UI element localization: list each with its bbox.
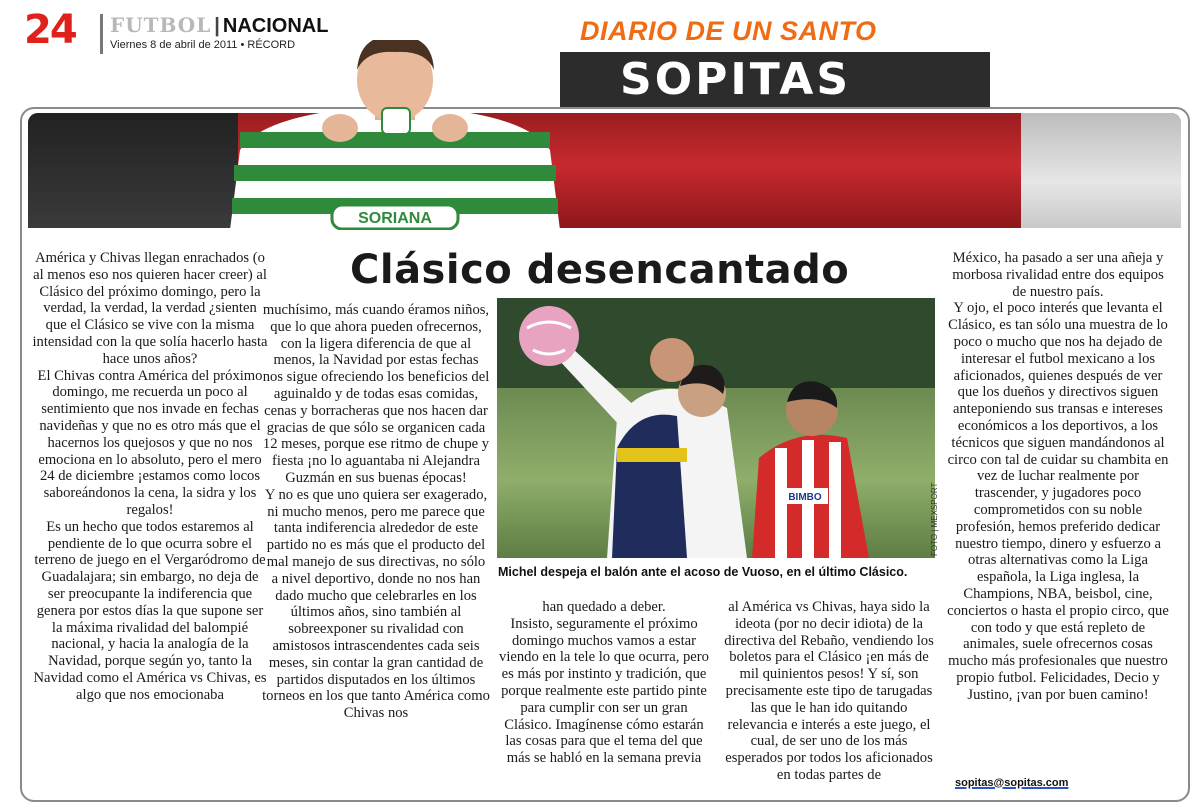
ball (519, 306, 579, 366)
shirt-stripes (232, 132, 558, 214)
section-secondary: NACIONAL (222, 15, 329, 37)
author-email-link[interactable]: sopitas@sopitas.com (955, 777, 1069, 789)
photo-caption: Michel despeja el balón ante el acoso de Vuoso, en el último Clásico. (498, 565, 908, 579)
america-player-head (650, 338, 694, 382)
section-primary: FUTBOL (110, 13, 212, 37)
body-column-3 (496, 599, 712, 767)
paragraph: han quedado a deber. (542, 599, 666, 615)
header-divider (100, 14, 103, 54)
paragraph: México, ha pasado a ser una añeja y morbosa rivalidad entre dos equipos de nuestro país. (952, 250, 1164, 300)
headline: Clásico desencantado (350, 247, 850, 293)
body-column-5 (947, 250, 1169, 704)
column-kicker: DIARIO DE UN SANTO (580, 16, 877, 46)
hand-right (432, 114, 468, 142)
photo-credit: FOTO | MEXSPORT (930, 482, 939, 556)
banner-left-panel (28, 113, 238, 228)
jersey-sponsor: BIMBO (788, 492, 822, 503)
match-photo-art (497, 298, 935, 558)
paragraph: Y ojo, el poco interés que levanta el Clásico, es tan sólo una muestra de lo poco o mucho que nos ha dejado de interesar el futbol mexicano a los aficionados, quienes después de ver que los dueños y directivos siguen anteponiendo sus transas e intereses económicos a los deportivos, a los técnicos que siguen mandándonos al circo con tal de cuidar su chambita en vez de luchar realmente por trascender, y jugadores poco comprometidos con su noble profesión, hemos preferido dedicar nuestro tiempo, dinero y esfuerzo a otras alternativas como la Liga española, la Liga inglesa, la Champions, NBA, beisbol, cine, conciertos o hasta el propio circo, que con todo y que está repleto de animales, suele ofrecernos cosas mucho más profesionales que nuestro propio futbol. Felicidades, Decio y Justino, ¡van por buen camino! (947, 300, 1169, 703)
columnist-name: SOPITAS (620, 54, 852, 105)
columnist-photo (220, 40, 570, 230)
section-separator: | (214, 15, 220, 37)
section-label (110, 14, 328, 37)
body-column-4 (722, 599, 936, 784)
date-line: Viernes 8 de abril de 2011 • RÉCORD (110, 39, 296, 51)
paragraph: América y Chivas llegan enrachados (o al menos eso nos quieren hacer creer) al Clásico del próximo domingo, pero la verdad, la verdad, la verdad ¿sienten que el Clásico se vive con la misma intensidad con la que solía hacerlo hasta hace unos años? (32, 250, 268, 367)
column-banner (28, 113, 1181, 228)
paragraph: al América vs Chivas, haya sido la ideota (por no decir idiota) de la directiva del Rebaño, vendiendo los boletos para el Clásico ¡en más de mil quinientos pesos! Y sí, son precisamente este tipo de tarugadas las que le han ido quitando relevancia e interés a este juego, el cual, de ser uno de los más esperados por todos los aficionados en todas partes de (724, 599, 934, 783)
paragraph: Insisto, seguramente el próximo domingo muchos vamos a estar viendo en la tele lo que ocurra, pero es más por instinto y tradición, que porque realmente este partido pinte para cumplir con ser un gran Clásico. Imagínense cómo estarán las cosas para que el tema del que más se habló en la semana previa (499, 615, 709, 767)
shirt-sponsor: SORIANA (358, 210, 432, 227)
page-number: 24 (24, 7, 76, 53)
body-column-2 (262, 302, 490, 722)
body-column-1 (32, 250, 268, 704)
paragraph: Y no es que uno quiera ser exagerado, ni mucho menos, pero me parece que tanta indiferencia alrededor de este partido no es más que el producto del mal manejo de sus directivas, no sólo a nivel deportivo, donde no nos han dado mucho que celebrarles en los últimos años, sino también al sobreexponer su rivalidad con amistosos intrascendentes cada seis meses, sin contar la gran cantidad de partidos disputados en los últimos torneos en los que tanto América como Chivas nos (262, 486, 490, 722)
paragraph: muchísimo, más cuando éramos niños, que lo que ahora pueden ofrecernos, con la ligera diferencia de que al menos, la Navidad por estas fechas nos sigue ofreciendo los beneficios del aguinaldo y de todas esas comidas, cenas y borracheras que nos hacen dar gracias de que sólo se organicen cada 12 meses, porque ese ritmo de chupe y fiesta ¡no lo aguantaba ni Alejandra Guzmán en sus buenas épocas! (262, 302, 490, 486)
match-photo (497, 298, 935, 558)
paragraph: El Chivas contra América del próximo domingo, me recuerda un poco al sentimiento que nos invade en fechas navideñas y que no es otro más que el hacernos los quejosos y que no nos emociona en lo absoluto, pero el mero 24 de diciembre ¡estamos como locos saboreándonos la cena, la sidra y los regalos! (37, 367, 263, 518)
america-stripe (617, 448, 687, 462)
crest (382, 108, 410, 134)
paragraph: Es un hecho que todos estaremos al pendiente de lo que ocurra sobre el terreno de juego en el Vergaródromo de Guadalajara; sin embargo, no deja de ser preocupante la indiferencia que genera por estos días la que supone ser la máxima rivalidad del balompié nacional, y hacia la analogía de la Navidad, porque según yo, tanto la Navidad como el América vs Chivas, es algo que nos emocionaba (33, 518, 267, 703)
hand-left (322, 114, 358, 142)
banner-right-panel (1021, 113, 1181, 228)
